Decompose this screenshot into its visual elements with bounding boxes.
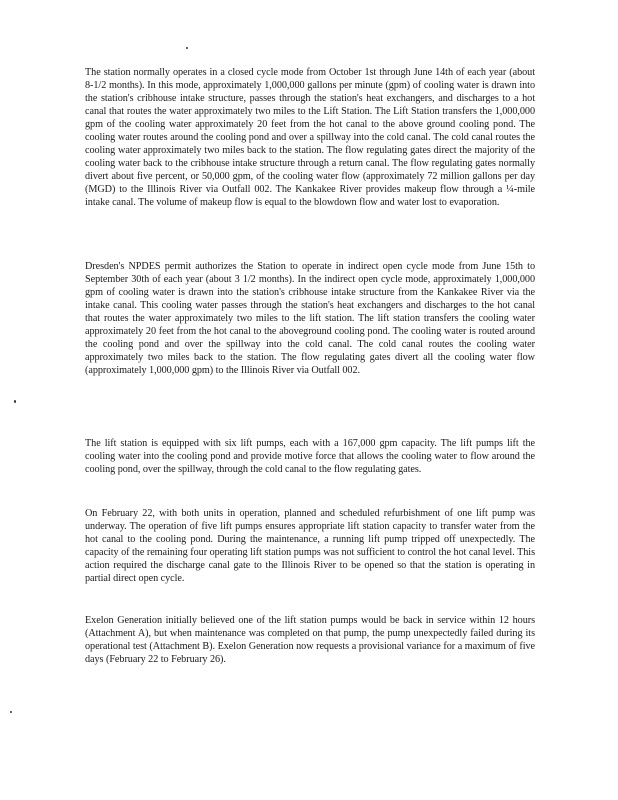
paragraph-closed-cycle-mode: The station normally operates in a closed cycle mode from October 1st through June 14th of each year (about 8-1/2 months). In this mode, approximately 1,000,000 gallons per minute (gpm) of cooling water is drawn into the station's cribhouse intake structure, passes through the station's heat exchangers, and discharges to a hot canal that routes the water approximately two miles to the Lift Station. The Lift Station transfers the 1,000,000 gpm of the cooling water approximately 20 feet from the hot canal to the above ground cooling pond. The cooling water routes around the cooling pond and over a spillway into the cold canal. The cold canal routes the cooling water approximately two miles back to the station. The flow regulating gates direct the majority of the cooling water back to the cribhouse intake structure through a return canal. The flow regulating gates normally divert about five percent, or 50,000 gpm, of the cooling water flow (approximately 72 million gallons per day (MGD) to the Illinois River via Outfall 002. The Kankakee River provides makeup flow through a ¼-mile intake canal. The volume of makeup flow is equal to the blowdown flow and water lost to evaporation. [85, 67, 535, 209]
paragraph-february-22-event: On February 22, with both units in operation, planned and scheduled refurbishment of one lift pump was underway. The operation of five lift pumps ensures appropriate lift station capacity to transfer water from the hot canal to the cooling pond. During the maintenance, a running lift pump tripped off unexpectedly. The capacity of the remaining four operating lift station pumps was not sufficient to control the hot canal level. This action required the discharge canal gate to the Illinois River to be opened so that the station is operating in partial direct open cycle. [85, 508, 535, 585]
scan-speck [10, 711, 12, 713]
scan-speck [14, 400, 16, 403]
paragraph-lift-station: The lift station is equipped with six lift pumps, each with a 167,000 gpm capacity. The lift pumps lift the cooling water into the cooling pond and provide motive force that allows the cooling water to flow around the cooling pond, over the spillway, through the cold canal to the flow regulating gates. [85, 438, 535, 476]
paragraph-indirect-open-cycle-mode: Dresden's NPDES permit authorizes the Station to operate in indirect open cycle mode from June 15th to September 30th of each year (about 3 1/2 months). In the indirect open cycle mode, approximately 1,000,000 gpm of cooling water is drawn into the station's cribhouse intake structure from the Kankakee River via the intake canal. This cooling water passes through the station's heat exchangers and discharges to the hot canal that routes the water approximately two miles to the lift station. The lift station transfers the cooling water approximately 20 feet from the hot canal to the aboveground cooling pond. The cooling water is routed around the cooling pond and over the spillway into the cold canal. The cold canal routes the cooling water approximately two miles back to the station. The flow regulating gates divert all the cooling water flow (approximately 1,000,000 gpm) to the Illinois River via Outfall 002. [85, 261, 535, 377]
paragraph-variance-request: Exelon Generation initially believed one of the lift station pumps would be back in service within 12 hours (Attachment A), but when maintenance was completed on that pump, the pump unexpectedly failed during its operational test (Attachment B). Exelon Generation now requests a provisional variance for a maximum of five days (February 22 to February 26). [85, 615, 535, 666]
scan-speck [186, 47, 188, 49]
